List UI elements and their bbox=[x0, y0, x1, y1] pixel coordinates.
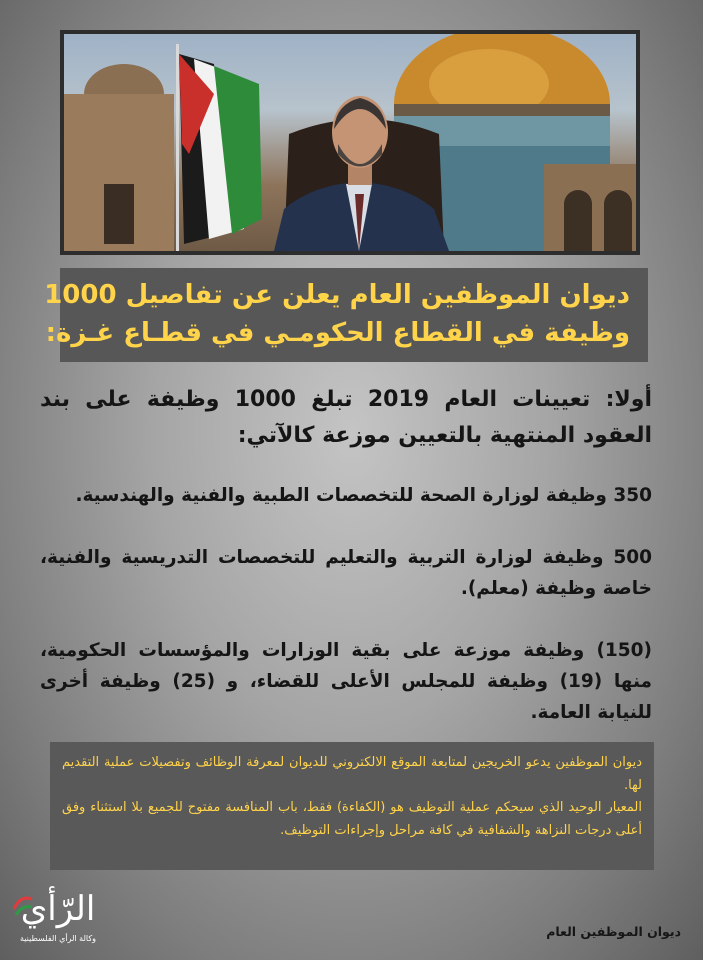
notice-paragraph: ديوان الموظفين يدعو الخريجين لمتابعة الموقع الالكتروني للديوان لمعرفة الوظائف وتفصيلات عملية التقديم لها. bbox=[62, 755, 642, 793]
logo-caption: وكالة الرأي الفلسطينية bbox=[19, 934, 97, 943]
headline-line-2: وظيفة في القطاع الحكومـي في قطـاع غـزة: bbox=[45, 318, 630, 348]
headline-line-1: ديوان الموظفين العام يعلن عن تفاصيل 1000 bbox=[44, 280, 630, 310]
list-item: (150) وظيفة موزعة على بقية الوزارات والمؤسسات الحكومية، منها (19) وظيفة للمجلس الأعلى للقضاء، و (25) وظيفة أخرى للنيابة العامة. bbox=[40, 640, 653, 723]
list-item: 350 وظيفة لوزارة الصحة للتخصصات الطبية والفنية والهندسية. bbox=[75, 485, 652, 506]
notice-paragraph: المعيار الوحيد الذي سيحكم عملية التوظيف هو (الكفاءة) فقط، باب المنافسة مفتوح للجميع بلا استثناء وفق أعلى درجات النزاهة والشفافية في كافة مراحل وإجراءات التوظيف. bbox=[62, 800, 642, 838]
header-photo bbox=[60, 30, 640, 255]
headline-box bbox=[44, 268, 648, 362]
notice-box bbox=[50, 742, 654, 870]
list-item: 500 وظيفة لوزارة التربية والتعليم للتخصصات التدريسية والفنية، خاصة وظيفة (معلم). bbox=[40, 547, 652, 599]
lead-paragraph: أولا: تعيينات العام 2019 تبلغ 1000 وظيفة على بند العقود المنتهية بالتعيين موزعة كالآتي: bbox=[40, 387, 653, 448]
main-content bbox=[40, 382, 652, 759]
logo-mark: الرّأي bbox=[20, 889, 96, 929]
footer-source: ديوان الموظفين العام bbox=[546, 924, 681, 939]
alray-logo bbox=[8, 885, 108, 950]
